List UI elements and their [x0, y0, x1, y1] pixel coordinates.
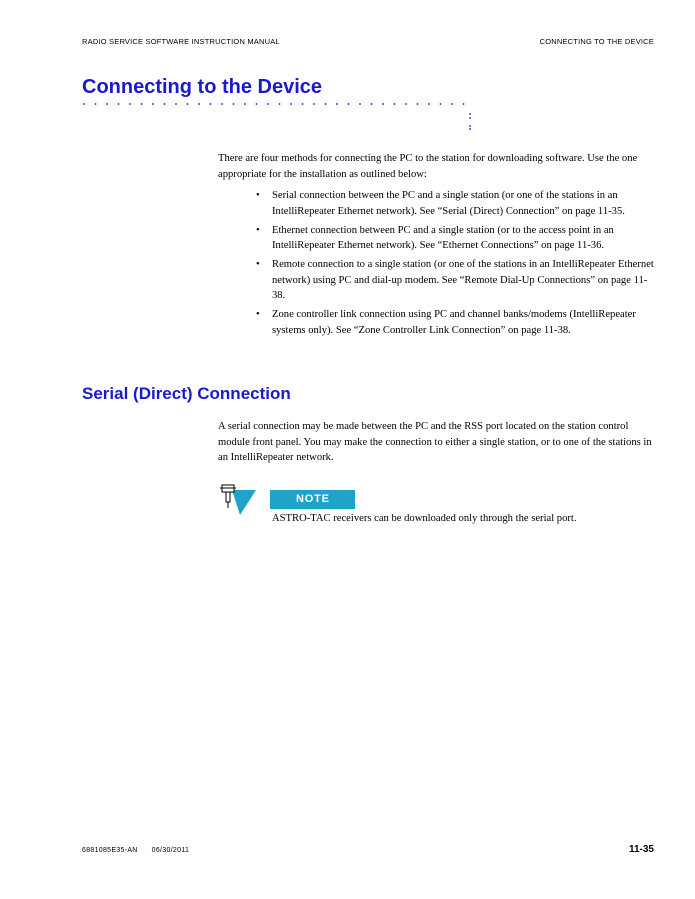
dotted-rule — [82, 97, 474, 133]
rule-dot — [469, 125, 471, 127]
doc-number: 6881085E35-AN — [82, 847, 138, 854]
rule-dot — [129, 103, 131, 105]
section-title: Connecting to the Device — [82, 76, 323, 98]
rule-dot — [256, 103, 258, 105]
note-icon — [218, 482, 258, 516]
rule-dot — [336, 103, 338, 105]
rule-dot — [359, 103, 361, 105]
rule-dot — [279, 103, 281, 105]
list-item-text: Zone controller link connection using PC and channel banks/modems (IntelliRepeater systems only). See “Zone Controller Link Connection” on page 11-38. — [272, 309, 636, 336]
rule-dot — [405, 103, 407, 105]
rule-dot — [440, 103, 442, 105]
rule-dot — [210, 103, 212, 105]
bullet-glyph: • — [256, 224, 260, 236]
rule-dot — [348, 103, 350, 105]
intro-paragraph: There are four methods for connecting the PC to the station for downloading software. Use the one appropriate for the installation as outlined below: — [218, 153, 638, 180]
list-item — [256, 223, 656, 254]
rule-dot — [152, 103, 154, 105]
rule-dot — [302, 103, 304, 105]
rule-dot — [469, 113, 471, 115]
doc-date: 06/30/2011 — [151, 847, 190, 854]
subsection-title: Serial (Direct) Connection — [82, 384, 291, 403]
running-header-left: RADIO SERVICE SOFTWARE INSTRUCTION MANUAL — [82, 37, 280, 46]
running-header-right: CONNECTING TO THE DEVICE — [539, 37, 654, 46]
rule-dot — [175, 103, 177, 105]
rule-dot — [417, 103, 419, 105]
method-list — [256, 188, 656, 342]
list-item — [256, 257, 656, 304]
rule-dot — [244, 103, 246, 105]
list-item-text: Remote connection to a single station (or one of the stations in an IntelliRepeater Ethernet network) using PC and dial-up modem. See “Remote Dial-Up Connections” on page 11-38. — [272, 259, 654, 301]
rule-dot — [469, 128, 471, 130]
rule-dot — [141, 103, 143, 105]
rule-dot — [95, 103, 97, 105]
page-number: 11-35 — [628, 844, 654, 855]
rule-dot — [325, 103, 327, 105]
note-text: ASTRO-TAC receivers can be downloaded only through the serial port. — [272, 513, 577, 524]
rule-dot — [313, 103, 315, 105]
rule-dot — [106, 103, 108, 105]
rule-dot — [118, 103, 120, 105]
rule-dot — [290, 103, 292, 105]
footer-doc-info — [82, 847, 189, 854]
rule-dot — [382, 103, 384, 105]
rule-dot — [187, 103, 189, 105]
bullet-glyph: • — [256, 309, 260, 320]
rule-dot — [198, 103, 200, 105]
note-label: NOTE — [270, 490, 355, 509]
bullet-glyph: • — [256, 259, 260, 270]
bullet-glyph: • — [256, 190, 260, 201]
rule-dot — [233, 103, 235, 105]
rule-dot — [267, 103, 269, 105]
rule-dot — [164, 103, 166, 105]
list-item-text: Serial connection between the PC and a single station (or one of the stations in an IntelliRepeater Ethernet network). See “Serial (Direct) Connection” on page 11-35. — [272, 190, 625, 217]
rule-dot — [394, 103, 396, 105]
rule-dot — [371, 103, 373, 105]
rule-dot — [469, 117, 471, 119]
rule-dot — [221, 103, 223, 105]
list-item — [256, 188, 656, 219]
serial-paragraph: A serial connection may be made between the PC and the RSS port located on the station control module front panel. You may make the connection to either a single station, or to one of the stations in an IntelliRepeater network. — [218, 421, 652, 463]
rule-dot — [463, 103, 465, 105]
list-item-text: Ethernet connection between PC and a single station (or to the access point in an IntelliRepeater Ethernet network). See “Ethernet Connections” on page 11-36. — [272, 224, 614, 251]
rule-dot — [83, 103, 85, 105]
list-item — [256, 307, 656, 338]
rule-dot — [428, 103, 430, 105]
rule-dot — [451, 103, 453, 105]
